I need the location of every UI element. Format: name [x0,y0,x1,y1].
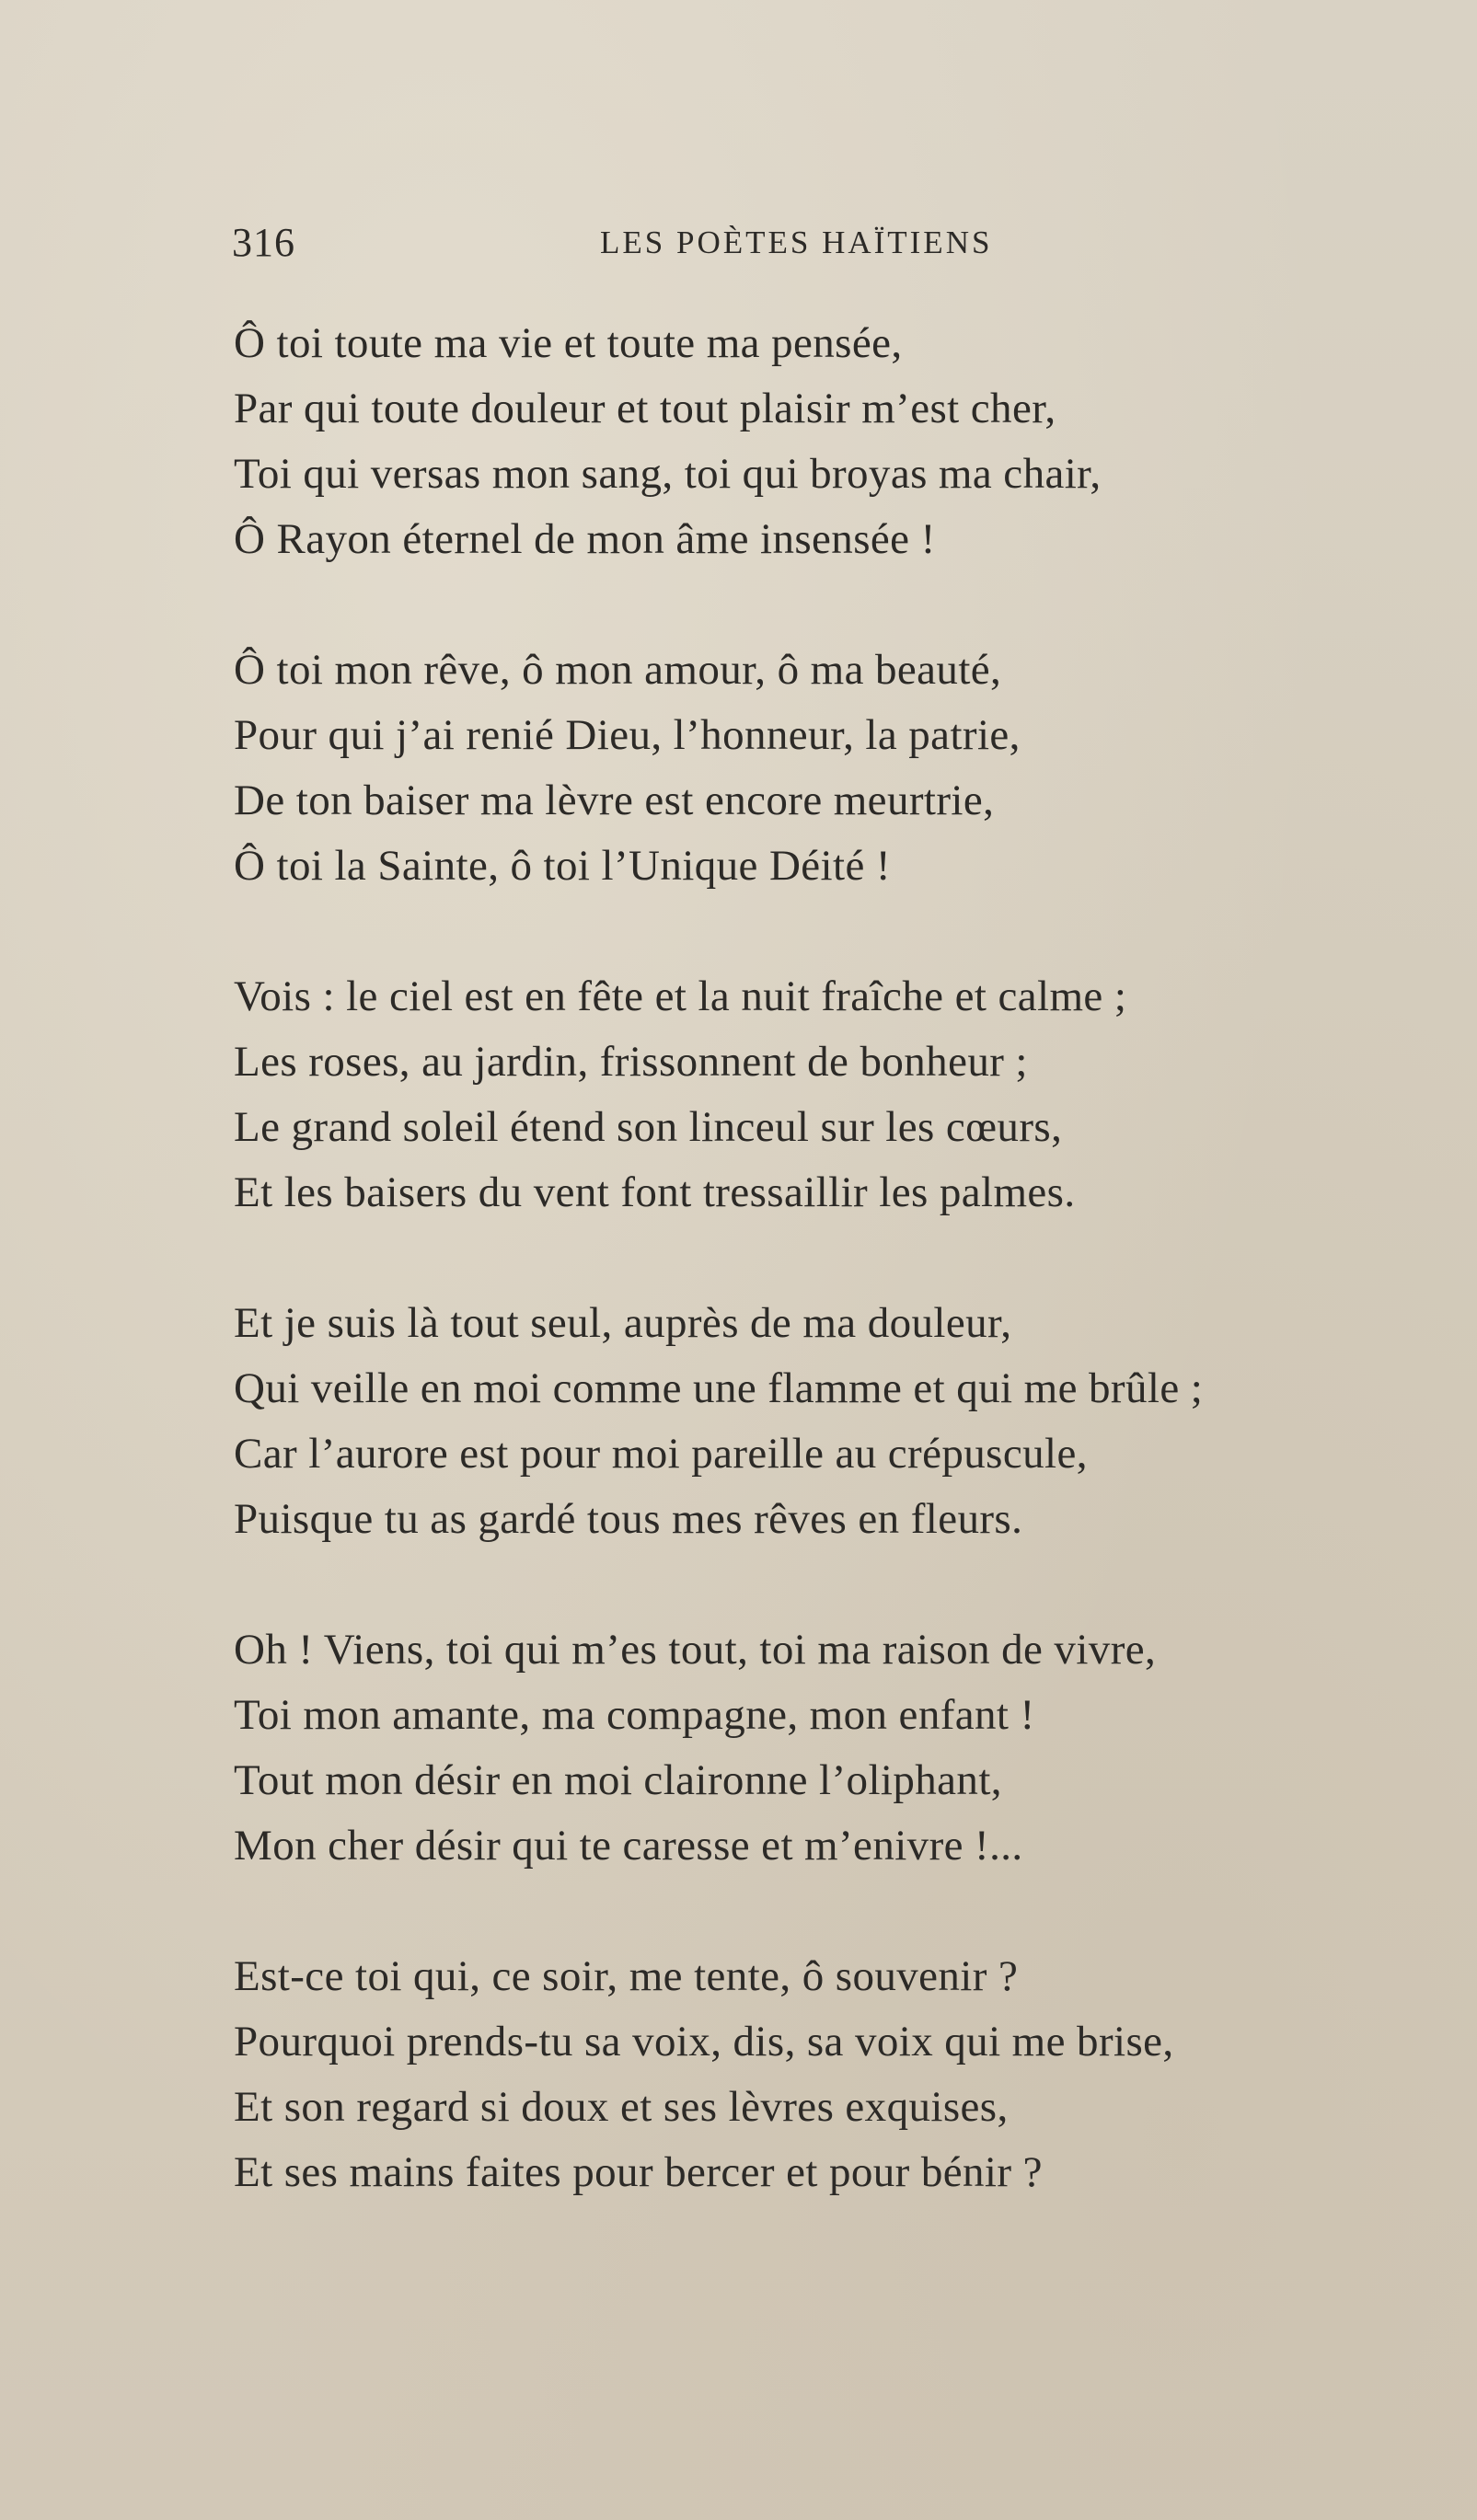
poem-line: Et les baisers du vent font tressaillir les palmes. [234,1168,1076,1216]
poem-line: Est-ce toi qui, ce soir, me tente, ô souvenir ? [234,1952,1019,2000]
poem-line: Par qui toute douleur et tout plaisir m’est cher, [234,385,1056,432]
poem-line: Ô toi toute ma vie et toute ma pensée, [234,319,903,367]
poem-line: Pour qui j’ai renié Dieu, l’honneur, la patrie, [234,711,1021,759]
poem-line: Et ses mains faites pour bercer et pour bénir ? [234,2148,1043,2196]
poem-line: Tout mon désir en moi claironne l’oliphant, [234,1756,1002,1804]
poem-line: Ô toi mon rêve, ô mon amour, ô ma beauté, [234,646,1002,694]
poem-line: Le grand soleil étend son linceul sur les cœurs, [234,1103,1063,1151]
poem-line: Pourquoi prends-tu sa voix, dis, sa voix qui me brise, [234,2018,1174,2065]
poem-line: Ô toi la Sainte, ô toi l’Unique Déité ! [234,842,891,890]
page-number: 316 [232,220,295,265]
poem-line: Ô Rayon éternel de mon âme insensée ! [234,515,936,563]
poem-line: Vois : le ciel est en fête et la nuit fraîche et calme ; [234,972,1127,1020]
poem-line: Puisque tu as gardé tous mes rêves en fleurs. [234,1495,1023,1543]
poem-line: Car l’aurore est pour moi pareille au crépuscule, [234,1430,1088,1478]
stanza [234,1617,1430,1879]
stanza [234,1291,1430,1552]
poem-line: De ton baiser ma lèvre est encore meurtrie, [234,777,995,824]
stanza [234,311,1430,572]
stanza [234,638,1430,899]
poem-line: Qui veille en moi comme une flamme et qui me brûle ; [234,1364,1204,1412]
stanza [234,964,1430,1225]
poem-line: Toi mon amante, ma compagne, mon enfant ! [234,1691,1035,1739]
running-title: LES POÈTES HAÏTIENS [600,224,993,260]
poem-line: Et je suis là tout seul, auprès de ma douleur, [234,1299,1012,1347]
poem-line: Et son regard si doux et ses lèvres exquises, [234,2083,1009,2131]
poem-line: Les roses, au jardin, frissonnent de bonheur ; [234,1038,1028,1086]
page-header [0,219,1477,274]
poem-line: Mon cher désir qui te caresse et m’enivre !... [234,1822,1023,1870]
poem-line: Oh ! Viens, toi qui m’es tout, toi ma raison de vivre, [234,1626,1157,1674]
poem [234,311,1430,2271]
stanza [234,1944,1430,2205]
poem-line: Toi qui versas mon sang, toi qui broyas ma chair, [234,450,1102,498]
